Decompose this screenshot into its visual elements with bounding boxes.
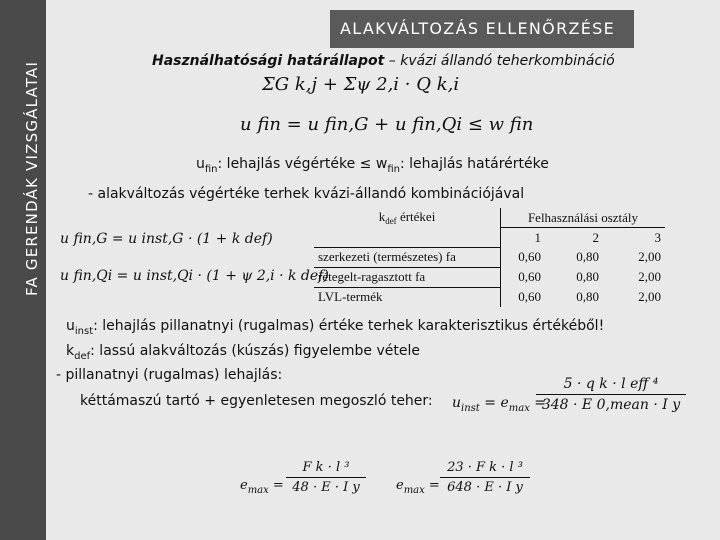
sidebar-title: FA GERENDÁK VIZSGÁLATAI — [23, 60, 41, 296]
row-label: rétegelt-ragasztott fa — [314, 267, 501, 287]
ufin-description — [196, 156, 549, 175]
row-value: 0,80 — [576, 269, 599, 284]
row-label: LVL-termék — [318, 289, 383, 304]
emax2-fraction — [440, 460, 530, 495]
kdef-description — [66, 343, 420, 362]
uinst-sub: inst — [74, 326, 94, 337]
emax1-fraction — [286, 460, 366, 495]
kdef-sub: def — [74, 351, 91, 362]
row-value: 0,80 — [576, 249, 599, 264]
kdef-header-rest: értékei — [396, 209, 436, 225]
uinst-numerator: 5 · q k · l eff ⁴ — [563, 376, 659, 392]
emax2-denominator: 648 · E · I y — [447, 480, 523, 495]
kdef-header-sub: def — [385, 216, 397, 227]
ufin-u: u — [196, 156, 205, 172]
row-value: 0,60 — [501, 287, 546, 307]
combination-formula: ΣG k,j + Σψ 2,i · Q k,i — [262, 74, 460, 95]
subtitle — [152, 53, 615, 69]
ufin-text-a: : lehajlás végértéke ≤ w — [217, 156, 388, 172]
kdef-k: k — [66, 343, 75, 359]
ufin-text-b: : lehajlás határértéke — [399, 156, 549, 172]
row-value: 2,00 — [638, 249, 661, 264]
row-value: 2,00 — [638, 288, 661, 304]
emax1-lhs: $e_{max}$ = — [240, 478, 284, 496]
emax1-denominator: 48 · E · I y — [292, 480, 360, 495]
uinst-denominator: 348 · E 0,mean · I y — [541, 397, 681, 413]
kdef-rest: : lassú alakváltozás (kúszás) figyelembe vétele — [90, 343, 420, 359]
page-title: ALAKVÁLTOZÁS ELLENŐRZÉSE — [340, 19, 616, 38]
row-label: szerkezeti (természetes) fa — [314, 247, 501, 267]
ufin-formula: u fin = u fin,G + u fin,Qi ≤ w fin — [240, 114, 534, 135]
wfin-sub: fin — [387, 164, 400, 175]
row-value: 0,60 — [501, 247, 546, 267]
subtitle-bold: Használhatósági határállapot — [152, 53, 385, 69]
row-value: 2,00 — [638, 269, 661, 284]
kdef-header — [314, 208, 501, 228]
ufin-g-formula: u fin,G = u inst,G · (1 + k def) — [60, 231, 273, 247]
class-header: Felhasználási osztály — [501, 208, 666, 228]
class-2: 2 — [592, 229, 599, 245]
emax2-numerator: 23 · F k · l ³ — [447, 460, 523, 475]
uinst-fraction — [536, 376, 686, 413]
uinst-rest: : lehajlás pillanatnyi (rugalmas) értéke terhek karakterisztikus értékéből! — [93, 318, 605, 334]
emax1-numerator: F k · l ³ — [302, 460, 350, 475]
row-value: 0,60 — [501, 267, 546, 287]
kdef-header-k: k — [378, 209, 386, 225]
sidebar — [0, 0, 46, 540]
uinst-lhs: $u_{inst} = e_{max}$ = — [452, 395, 547, 414]
subtitle-rest: – kvázi állandó teherkombináció — [384, 53, 615, 69]
emax2-lhs: $e_{max}$ = — [396, 478, 440, 496]
uinst-u: u — [66, 318, 75, 334]
row-value: 0,80 — [576, 288, 599, 304]
class-3: 3 — [654, 229, 661, 245]
title-bar — [330, 10, 634, 48]
final-deformation-note: - alakváltozás végértéke terhek kvázi-állandó kombinációjával — [88, 186, 525, 202]
uinst-description — [66, 318, 604, 337]
class-1: 1 — [501, 228, 546, 248]
kdef-table — [314, 208, 665, 307]
instant-deflection-heading: - pillanatnyi (rugalmas) lehajlás: — [56, 367, 283, 383]
simply-supported-note: kéttámaszú tartó + egyenletesen megoszló teher: — [80, 393, 433, 409]
ufin-sub: fin — [204, 164, 218, 175]
ufin-q-formula: u fin,Qi = u inst,Qi · (1 + ψ 2,i · k def) — [60, 268, 329, 284]
